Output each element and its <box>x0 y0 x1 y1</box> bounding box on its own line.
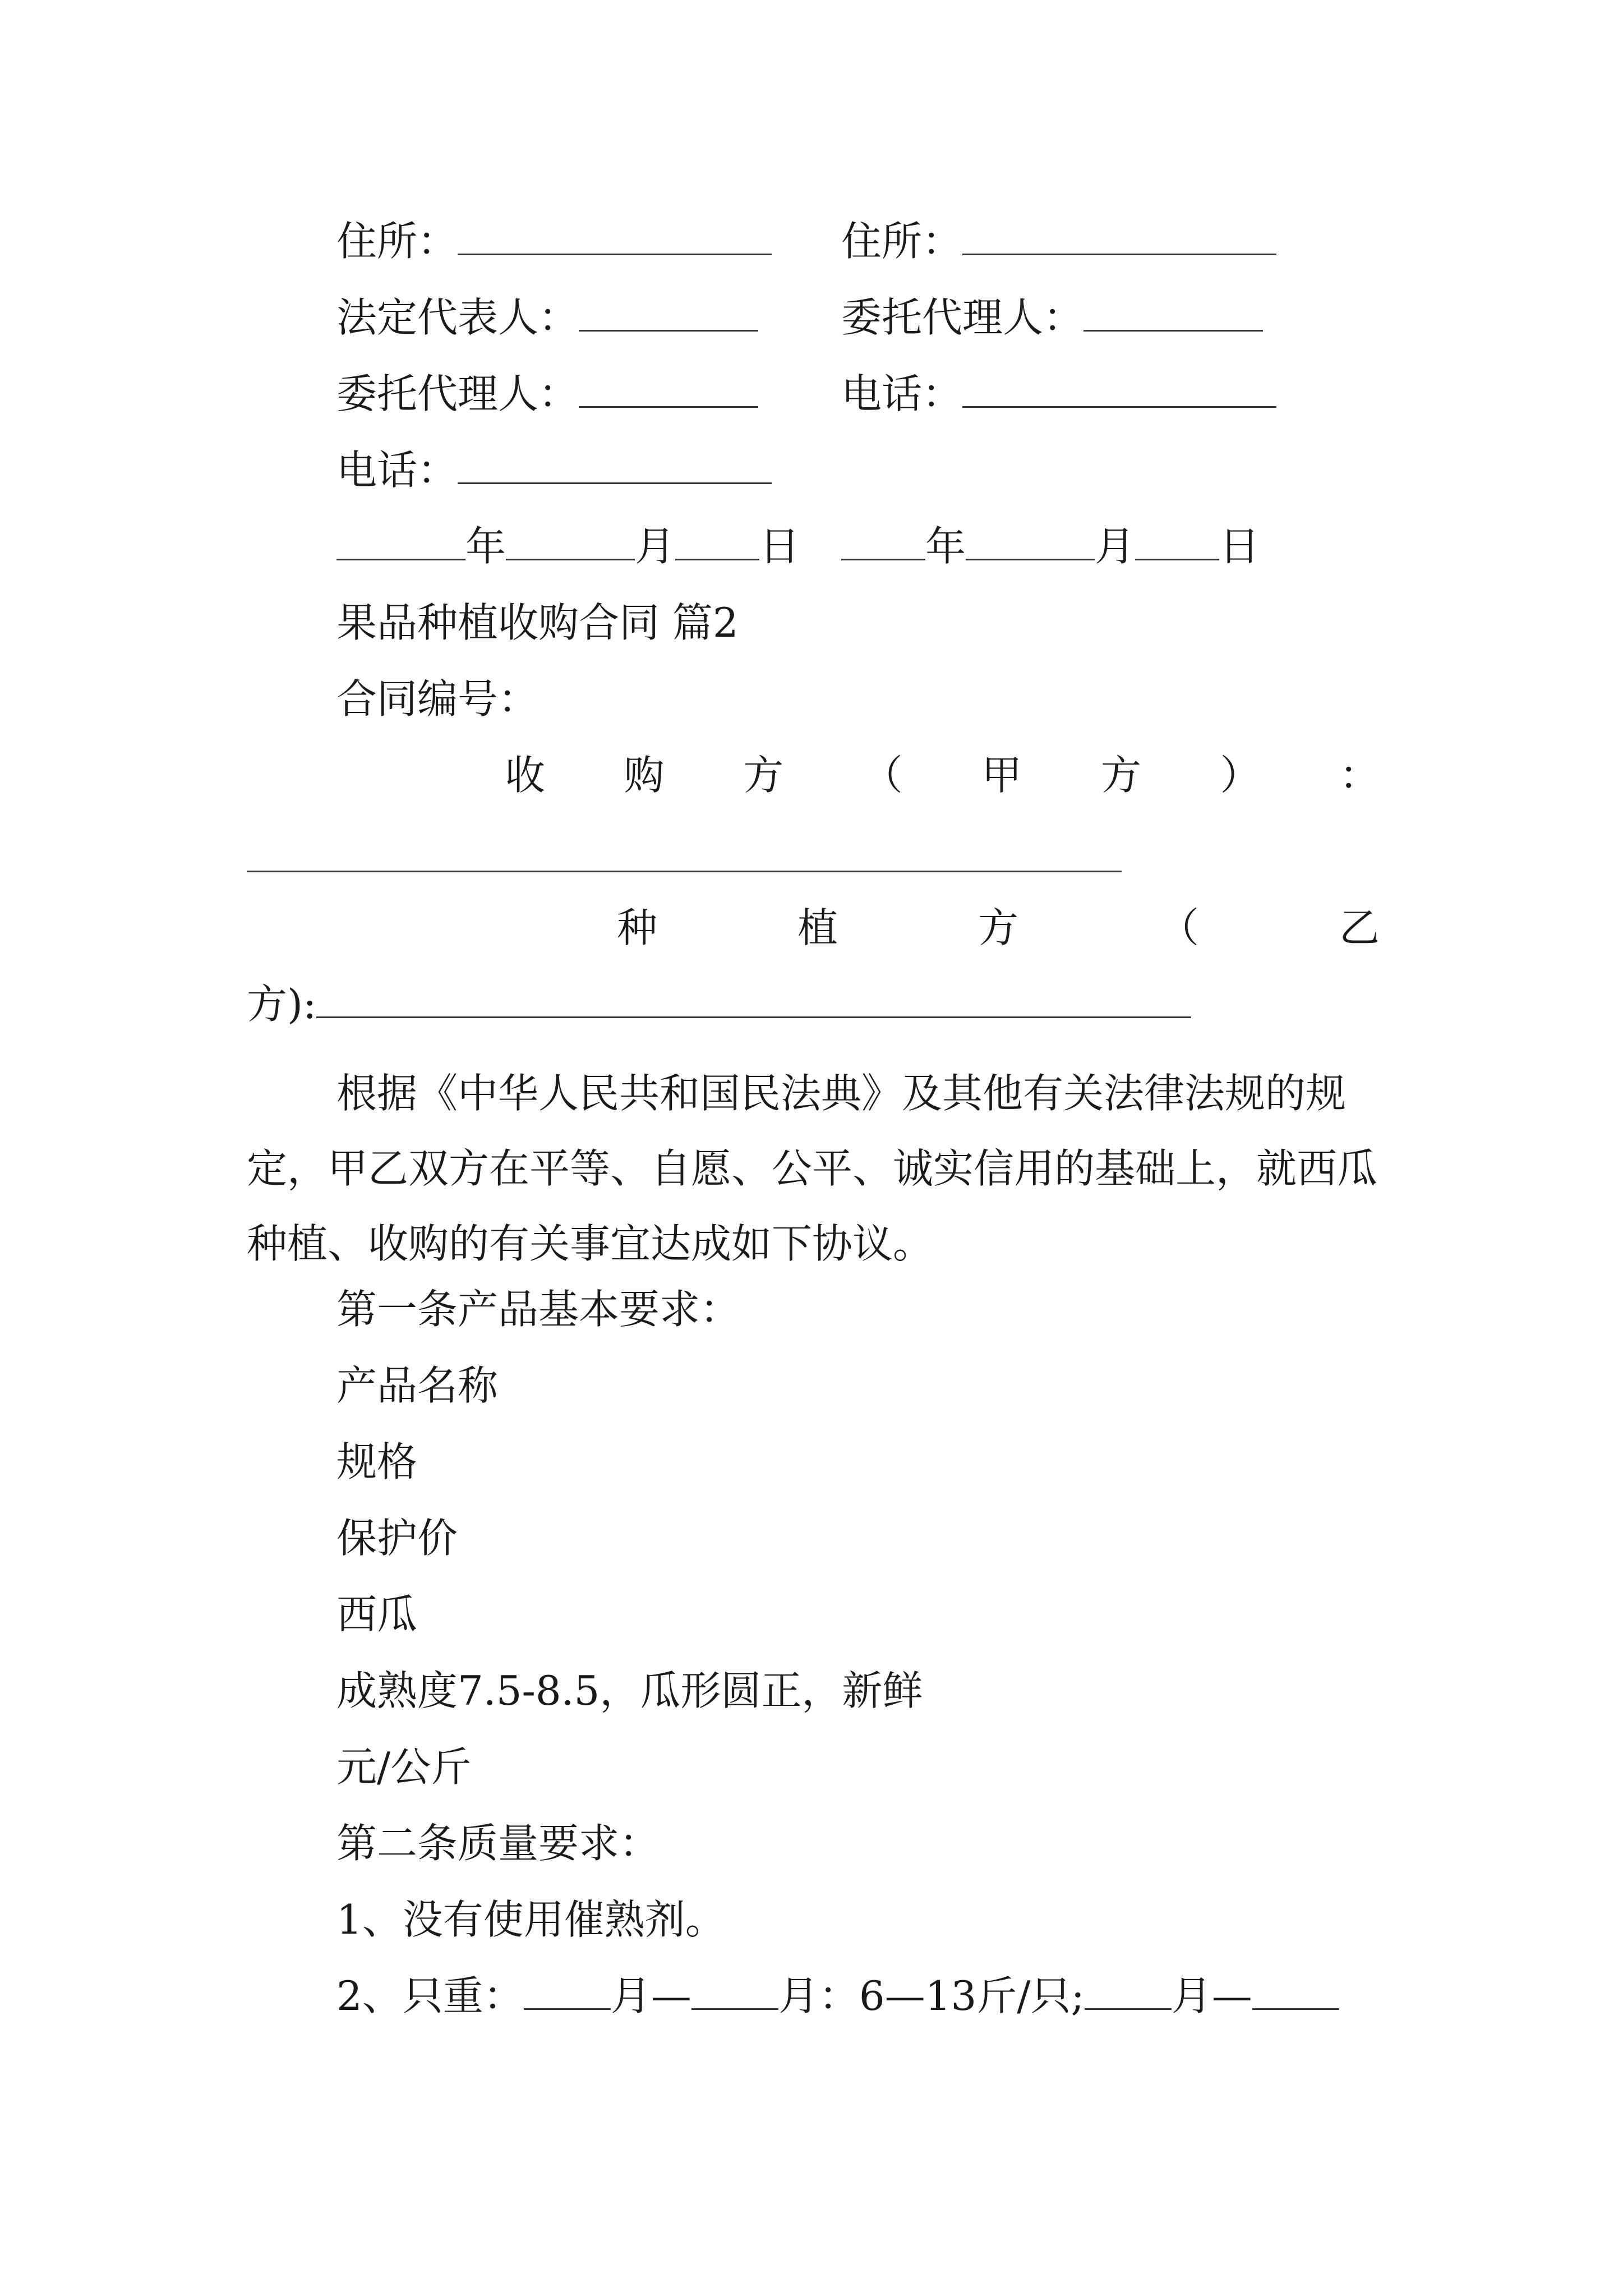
article1-item: 成熟度7.5-8.5，瓜形圆正，新鲜 <box>336 1667 923 1714</box>
party-b-agent-row <box>841 291 1263 344</box>
buyer-label-char: 购 <box>624 752 665 799</box>
party-a-agent-field[interactable] <box>579 372 758 408</box>
party-a-year-field[interactable] <box>336 525 465 560</box>
month-label: 月 <box>635 523 676 570</box>
year-label: 年 <box>925 523 966 570</box>
party-a-phone-field[interactable] <box>458 449 772 484</box>
party-a-date-row <box>336 519 800 573</box>
party-a-phone-label: 电话： <box>336 447 458 494</box>
party-b-month-field[interactable] <box>966 525 1095 560</box>
party-a-legal-rep-label: 法定代表人： <box>336 294 579 341</box>
party-b-address-label: 住所： <box>841 218 963 265</box>
article1-item: 元/公斤 <box>336 1743 472 1791</box>
buyer-label-char: 收 <box>505 752 546 799</box>
buyer-label-char: ： <box>1339 752 1380 799</box>
article1-title: 第一条产品基本要求： <box>336 1286 741 1333</box>
buyer-label-char: 方 <box>1100 752 1141 799</box>
party-b-agent-field[interactable] <box>1083 296 1263 332</box>
article1-item: 产品名称 <box>336 1362 499 1409</box>
second-end-month-field[interactable] <box>1252 1975 1339 2010</box>
weight-month1: 月— <box>610 1972 691 2019</box>
party-b-phone-label: 电话： <box>841 370 963 417</box>
party-a-address-field[interactable] <box>458 220 772 255</box>
grower-label-tail: 方): <box>247 981 317 1028</box>
intro-paragraph: 根据《中华人民共和国民法典》及其他有关法律法规的规定，甲乙双方在平等、自愿、公平、诚实信用的基础上，就西瓜种植、收购的有关事宜达成如下协议。 <box>247 1070 1378 1267</box>
buyer-label-char: 甲 <box>981 752 1022 799</box>
buyer-label-char: 方 <box>743 752 784 799</box>
article2-item-2 <box>336 1969 1339 2023</box>
article2-item-1: 1、没有使用催熟剂。 <box>336 1896 726 1943</box>
party-a-agent-row <box>336 367 758 421</box>
party-b-date-row <box>841 519 1260 573</box>
buyer-label-char: （ <box>862 752 903 799</box>
buyer-name-field[interactable] <box>247 871 1122 872</box>
start-month-field[interactable] <box>524 1975 611 2010</box>
end-month-field[interactable] <box>691 1975 778 2010</box>
party-a-address-row <box>336 214 772 268</box>
article1-item: 保护价 <box>336 1515 458 1562</box>
weight-prefix: 2、只重： <box>336 1972 524 2019</box>
party-b-agent-label: 委托代理人： <box>841 294 1084 341</box>
grower-label-char: 植 <box>797 904 838 951</box>
grower-label-char: 方 <box>978 904 1018 951</box>
party-b-address-field[interactable] <box>962 220 1276 255</box>
party-b-phone-row <box>841 367 1276 421</box>
party-a-day-field[interactable] <box>675 525 759 560</box>
section-title: 果品种植收购合同 篇2 <box>336 599 739 646</box>
article1-item: 规格 <box>336 1438 418 1485</box>
grower-label-char: 乙 <box>1339 904 1380 951</box>
party-a-legal-rep-row <box>336 291 758 344</box>
grower-label-char: （ <box>1158 904 1199 951</box>
party-b-address-row <box>841 214 1276 268</box>
weight-month2: 月：6—13斤/只; <box>778 1972 1085 2019</box>
party-b-phone-field[interactable] <box>962 372 1276 408</box>
second-start-month-field[interactable] <box>1085 1975 1172 2010</box>
article2-title: 第二条质量要求： <box>336 1820 660 1867</box>
party-a-agent-label: 委托代理人： <box>336 370 579 417</box>
party-b-day-field[interactable] <box>1135 525 1219 560</box>
buyer-label-char: ） <box>1220 752 1261 799</box>
party-a-address-label: 住所： <box>336 218 458 265</box>
grower-name-field[interactable] <box>316 983 1191 1018</box>
buyer-label <box>505 748 1380 802</box>
article1-item: 西瓜 <box>336 1591 418 1638</box>
year-label: 年 <box>465 523 506 570</box>
month-label: 月 <box>1095 523 1136 570</box>
day-label: 日 <box>759 523 800 570</box>
day-label: 日 <box>1219 523 1260 570</box>
grower-label-char: 种 <box>617 904 658 951</box>
weight-month3: 月— <box>1171 1972 1252 2019</box>
party-a-legal-rep-field[interactable] <box>579 296 758 332</box>
grower-name-row <box>247 977 1191 1031</box>
party-b-year-field[interactable] <box>841 525 925 560</box>
grower-label <box>617 901 1380 955</box>
party-a-phone-row <box>336 443 772 497</box>
party-a-month-field[interactable] <box>506 525 635 560</box>
contract-number-label: 合同编号： <box>336 675 539 723</box>
